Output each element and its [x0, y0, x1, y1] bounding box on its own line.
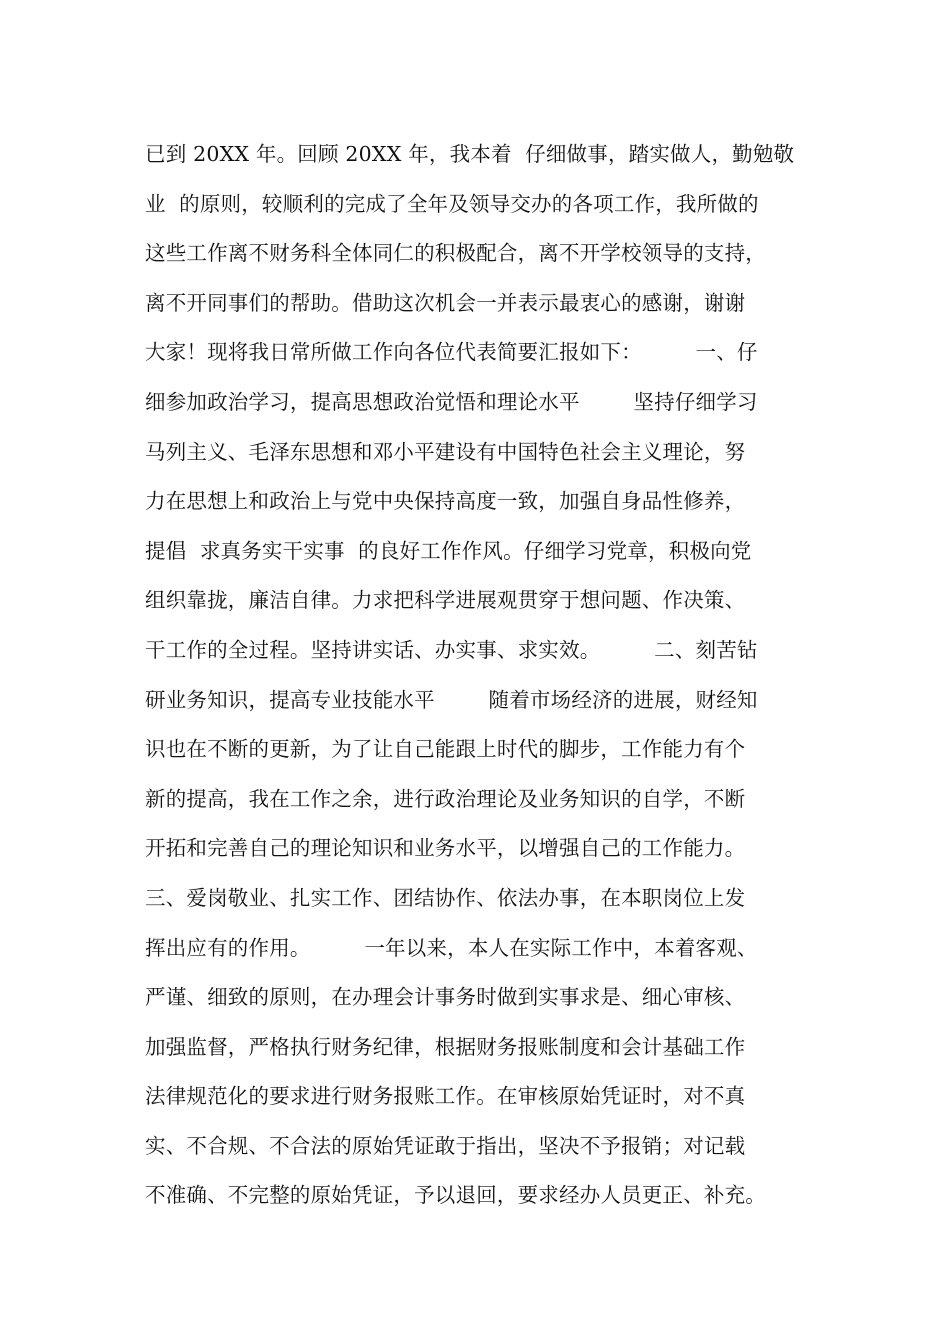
text-line: 细参加政治学习，提高思想政治觉悟和理论水平 坚持仔细学习: [145, 389, 758, 414]
body-text: [145, 130, 835, 1221]
text-line: 大家！现将我日常所做工作向各位代表简要汇报如下： 一、仔: [145, 340, 758, 365]
text-line: 识也在不断的更新，为了让自己能跟上时代的脚步，工作能力有个: [145, 737, 746, 762]
text-line: 不准确、不完整的原始凭证，予以退回，要求经办人员更正、补充。: [145, 1183, 766, 1208]
text-line: 这些工作离不财务科全体同仁的积极配合，离不开学校领导的支持，: [145, 241, 766, 266]
text-line: 开拓和完善自己的理论知识和业务水平，以增强自己的工作能力。: [145, 836, 746, 861]
text-line: 严谨、细致的原则，在办理会计事务时做到实事求是、细心审核、: [145, 985, 746, 1010]
text-line: 干工作的全过程。坚持讲实话、办实事、求实效。 二、刻苦钻: [145, 637, 758, 662]
text-line: 马列主义、毛泽东思想和邓小平建设有中国特色社会主义理论，努: [145, 439, 746, 464]
text-line: 研业务知识，提高专业技能水平 随着市场经济的进展，财经知: [145, 687, 758, 712]
text-line: 已到 20XX 年。回顾 20XX 年，我本着 仔细做事，踏实做人，勤勉敬: [145, 142, 795, 166]
text-line: 离不开同事们的帮助。借助这次机会一并表示最衷心的感谢，谢谢: [145, 290, 746, 315]
text-line: 三、爱岗敬业、扎实工作、团结协作、依法办事，在本职岗位上发: [145, 885, 746, 910]
text-line: 加强监督，严格执行财务纪律，根据财务报账制度和会计基础工作: [145, 1034, 746, 1059]
text-line: 提倡 求真务实干实事 的良好工作作风。仔细学习党章，积极向党: [145, 538, 752, 563]
text-line: 新的提高，我在工作之余，进行政治理论及业务知识的自学，不断: [145, 786, 746, 811]
text-line: 力在思想上和政治上与党中央保持高度一致，加强自身品性修养，: [145, 489, 746, 514]
text-line: 实、不合规、不合法的原始凭证敢于指出，坚决不予报销；对记载: [145, 1133, 746, 1158]
text-line: 法律规范化的要求进行财务报账工作。在审核原始凭证时，对不真: [145, 1084, 746, 1109]
text-line: 组织靠拢，廉洁自律。力求把科学进展观贯穿于想问题、作决策、: [145, 588, 746, 613]
text-line: 挥出应有的作用。 一年以来，本人在实际工作中，本着客观、: [145, 935, 758, 960]
text-line: 业 的原则，较顺利的完成了全年及领导交办的各项工作，我所做的: [145, 191, 759, 216]
